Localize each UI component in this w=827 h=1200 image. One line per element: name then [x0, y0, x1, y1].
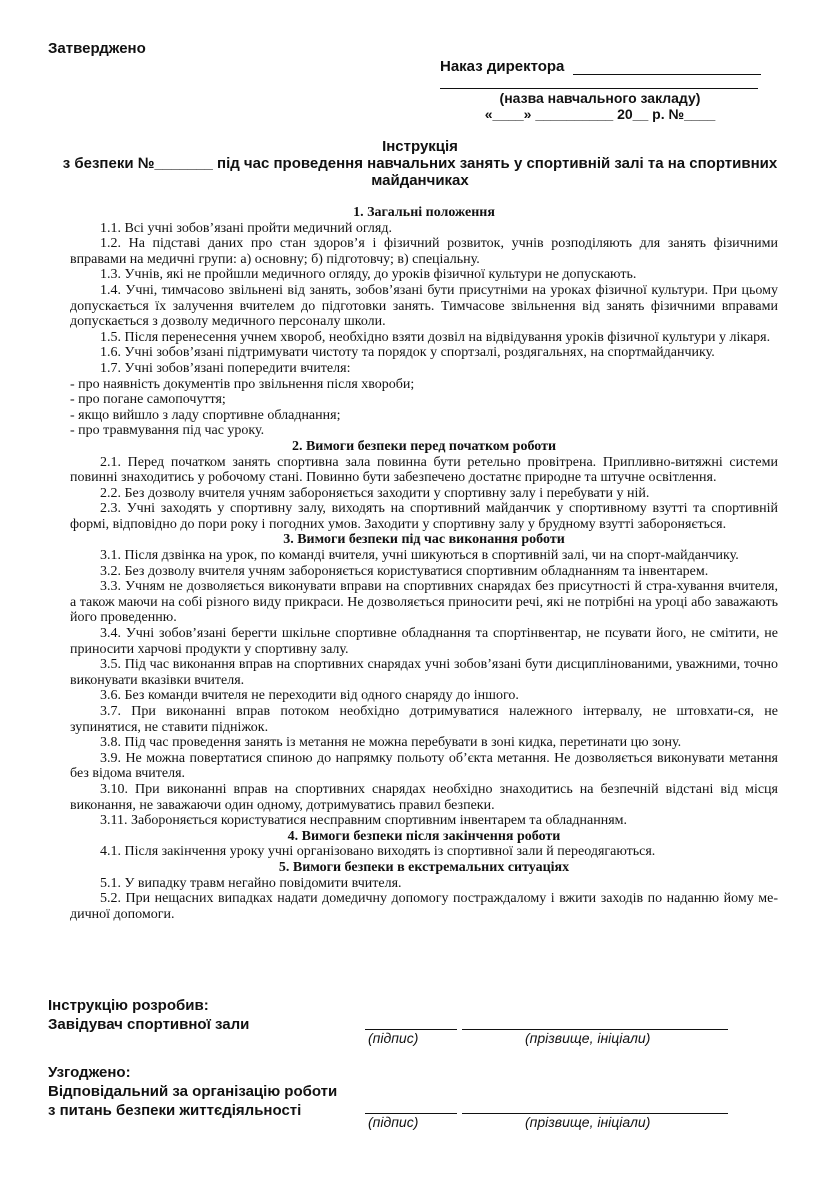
paragraph-3-2: 3.2. Без дозволу вчителя учням забороняється користуватися спортивним обладнанням та інвентарем. — [100, 563, 709, 579]
order-label: Наказ директора — [440, 58, 565, 75]
responsible-position-line2: з питань безпеки життєдіяльності — [48, 1102, 302, 1119]
developer-position: Завідувач спортивної зали — [48, 1016, 250, 1033]
responsible-name-caption: (прізвище, ініціали) — [525, 1114, 651, 1130]
paragraph-3-4: 3.4. Учні зобов’язані берегти шкільне спортивне обладнання та спортінвентар, не псувати його, не смітити, не приносити харчові продукти у спортивну залу. — [70, 626, 778, 657]
paragraph-5-1: 5.1. У випадку травм негайно повідомити вчителя. — [100, 875, 402, 891]
paragraph-1-5: 1.5. Після перенесення учнем хвороб, необхідно взяти дозвіл на відвідування уроків фізичної культури у лікаря. — [100, 329, 771, 345]
order-blank-line — [573, 57, 761, 75]
order-line — [440, 57, 761, 75]
developer-name-caption: (прізвище, ініціали) — [525, 1030, 651, 1046]
paragraph-1-3: 1.3. Учнів, які не пройшли медичного огляду, до уроків фізичної культури не допускають. — [100, 267, 637, 283]
section-heading-5: 5. Вимоги безпеки в екстремальних ситуаціях — [278, 859, 570, 875]
developed-label: Інструкцію розробив: — [48, 997, 209, 1014]
order-date-number: «____» __________ 20__ р. №____ — [484, 106, 716, 122]
paragraph-3-11: 3.11. Забороняється користуватися несправним спортивним інвентарем та обладнанням. — [100, 813, 627, 829]
section-heading-1: 1. Загальні положення — [353, 205, 495, 220]
paragraph-3-3: 3.3. Учням не дозволяється виконувати вправи на спортивних снарядах без присутності й стра-хування вчителя, а також маючи на собі різного виду прикраси. Не дозволяється приносити речі, які не потрібні на уроці або заважають його проведенню. — [70, 579, 778, 626]
list-item: - про погане самопочуття; — [70, 392, 226, 408]
paragraph-2-1: 2.1. Перед початком занять спортивна зала повинна бути ретельно провітрена. Припливно-витяжні системи повинні знаходитись у робочому стані. Повинно бути забезпечено достатнє природне та штучне освітлення. — [70, 454, 778, 486]
paragraph-3-10: 3.10. При виконанні вправ на спортивних снарядах необхідно знаходитись на безпечній відстані від місця виконання, не заважаючи один одному, дотримуватись правил безпеки. — [70, 781, 778, 813]
document-title: Інструкція — [382, 138, 458, 155]
paragraph-3-9: 3.9. Не можна повертатися спиною до напрямку польоту об’єкта метання. Не дозволяється виконувати метання без відома вчителя. — [70, 750, 778, 782]
paragraph-4-1: 4.1. Після закінчення уроку учні організовано виходять із спортивної зали й переодягаються. — [100, 844, 656, 860]
paragraph-3-5: 3.5. Під час виконання вправ на спортивних снарядах учні зобов’язані бути дисциплінованими, уважними, точно виконувати вказівки вчителя. — [70, 657, 778, 688]
agreed-block — [48, 1063, 337, 1120]
paragraph-3-1: 3.1. Після дзвінка на урок, по команді вчителя, учні шикуються в спортивній залі, чи на спорт-майданчику. — [100, 548, 739, 564]
developer-block — [48, 996, 249, 1034]
section-heading-2: 2. Вимоги безпеки перед початком роботи — [291, 438, 557, 454]
paragraph-1-6: 1.6. Учні зобов’язані підтримувати чистоту та порядок у спортзалі, роздягальнях, на спортмайданчику. — [100, 345, 715, 361]
school-name-line — [440, 88, 758, 89]
paragraph-5-2: 5.2. При нещасних випадках надати домедичну допомогу постраждалому і вжити заходів по наданню йому ме-дичної допомоги. — [70, 891, 778, 922]
paragraph-1-7: 1.7. Учні зобов’язані попередити вчителя: — [100, 360, 351, 376]
section-heading-3: 3. Вимоги безпеки під час виконання роботи — [283, 532, 565, 548]
paragraph-3-7: 3.7. При виконанні вправ потоком необхідно дотримуватися належного інтервалу, не штовхати-ся, не зупинятися, не ставити підніжок. — [70, 704, 778, 735]
responsible-signature-caption: (підпис) — [368, 1114, 419, 1130]
paragraph-3-8: 3.8. Під час проведення занять із метання не можна перебувати в зоні кидка, перетинати цю зону. — [100, 735, 682, 751]
responsible-position-line1: Відповідальний за організацію роботи — [48, 1083, 338, 1100]
developer-signature-caption: (підпис) — [368, 1030, 419, 1046]
agreed-label: Узгоджено: — [48, 1064, 131, 1081]
section-heading-4: 4. Вимоги безпеки після закінчення роботи — [287, 828, 561, 844]
paragraph-3-6: 3.6. Без команди вчителя не переходити від одного снаряду до іншого. — [100, 688, 519, 704]
instruction-body — [70, 205, 778, 922]
list-item: - про наявність документів про звільнення після хвороби; — [70, 376, 415, 392]
list-item: - якщо вийшло з ладу спортивне обладнання; — [70, 407, 341, 423]
school-name-caption: (назва навчального закладу) — [499, 90, 701, 106]
paragraph-2-3: 2.3. Учні заходять у спортивну залу, виходять на спортивний майданчик у спортивному взутті та спортивній формі, відповідно до пори року і погодних умов. Заходити у спортивну залу у брудному взутті забороняється. — [70, 501, 778, 532]
list-item: - про травмування під час уроку. — [70, 423, 265, 439]
approved-label: Затверджено — [48, 40, 146, 57]
paragraph-2-2: 2.2. Без дозволу вчителя учням забороняється заходити у спортивну залу і перебувати у ній. — [100, 485, 650, 501]
paragraph-1-4: 1.4. Учні, тимчасово звільнені від занять, зобов’язані бути присутніми на уроках фізичної культури. При цьому допускається їх залучення вчителем до підготовки занять. Тимчасове звільнення від занять фізичними вправами допускається з дозволу медичного персоналу школи. — [70, 282, 778, 330]
document-subtitle: з безпеки №_______ під час проведення навчальних занять у спортивній залі та на спортивних майданчиках — [62, 155, 778, 189]
paragraph-1-1: 1.1. Всі учні зобов’язані пройти медичний огляд. — [100, 220, 392, 236]
paragraph-1-2: 1.2. На підставі даних про стан здоров’я і фізичний розвиток, учнів розподіляють для занять фізичними вправами на медичні групи: а) основну; б) підготовчу; в) спеціальну. — [70, 236, 778, 267]
